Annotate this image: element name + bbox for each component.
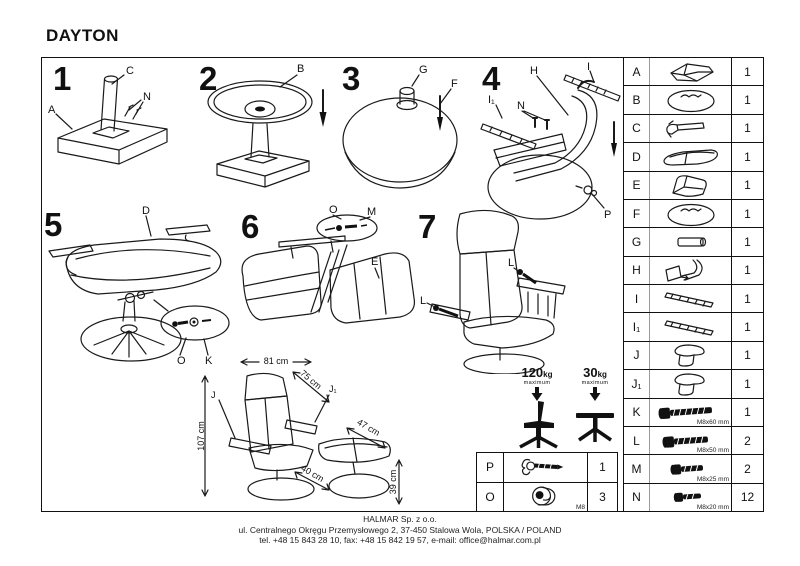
step-number: 3 [342,60,361,97]
step-6 [233,202,423,367]
dim-back: 75 cm [298,367,324,392]
step-4 [478,60,623,228]
part-label: A [48,104,56,116]
dim-stool-height: 39 cm [388,469,398,495]
part-label: O [329,204,338,216]
part-qty: 12 [740,490,755,505]
table-row [624,285,763,313]
part-qty: 1 [744,234,751,249]
bolt-size-label: M8x20 mm [696,504,729,511]
table-row [624,370,763,398]
part-label: O [177,355,186,367]
dim-stool-width: 47 cm [355,416,382,438]
part-label: C [126,65,134,77]
weight-unit: kg [543,370,553,379]
part-letter: A [624,58,650,85]
step-7 [416,206,576,374]
part-letter: F [624,200,650,227]
arrow-down-icon [589,387,601,401]
part-label: F [451,78,458,90]
dimension-drawing [195,350,410,512]
armrest-pad-icon [650,342,732,369]
round-cover-icon [650,200,732,227]
part-label: B [297,63,305,75]
step-1 [45,60,180,195]
part-qty: 1 [744,93,751,108]
parts-list-table [623,57,764,512]
part-letter: I₁ [624,313,650,340]
armrest-pad-icon [650,370,732,397]
part-qty: 1 [744,348,751,363]
lock-nut-icon [504,483,588,512]
table-row [624,455,763,483]
backrest-cushion-icon [650,172,732,199]
part-letter: G [624,228,650,255]
part-letter: N [624,484,650,511]
table-row [624,257,763,285]
metal-bar-icon [650,313,732,340]
dim-width: 81 cm [263,356,289,366]
part-letter: E [624,172,650,199]
bolt-size-label: M8x50 mm [696,447,729,455]
step-7-illustration [416,206,576,374]
part-letter: J [624,342,650,369]
part-qty: 1 [599,460,606,475]
chair-weight-limit [514,366,560,449]
table-row [624,58,763,86]
chair-silhouette-icon [514,401,560,449]
page-title: DAYTON [46,26,119,45]
footer-contact: tel. +48 15 843 28 10, fax: +48 15 842 19 57, e-mail: office@halmar.com.pl [259,535,541,545]
seat-cushion-icon [650,143,732,170]
step-6-illustration [233,202,423,367]
part-letter: M [624,455,650,482]
part-qty: 1 [744,263,751,278]
part-qty: 3 [599,489,606,504]
round-cover-icon [650,86,732,113]
part-label: G [419,64,428,76]
table-row [624,427,763,455]
metal-bar-icon [650,285,732,312]
part-qty: 1 [744,320,751,335]
table-row [624,143,763,171]
part-letter: L [624,427,650,454]
part-letter: I [624,285,650,312]
dim-stool-depth: 40 cm [299,462,326,484]
part-qty: 1 [744,121,751,136]
table-row [477,453,617,483]
step-2 [193,60,333,195]
bolt-m8x50-icon [650,427,732,454]
thread-size-label: M8 [575,504,585,511]
stool-weight-limit [574,366,616,449]
part-qty: 1 [744,178,751,193]
curved-frame-icon [650,257,732,284]
part-label: P [604,209,612,221]
table-row [624,228,763,256]
part-label: L [420,295,427,307]
table-row [624,399,763,427]
weight-limits [500,366,630,449]
table-row [477,483,617,512]
part-qty: 1 [744,405,751,420]
po-parts-table [476,452,618,512]
table-row [624,200,763,228]
part-label: N [143,91,151,103]
part-qty: 2 [744,461,751,476]
weight-unit: kg [597,370,607,379]
step-number: 5 [44,206,63,243]
arrow-down-icon [531,387,543,401]
footer-address: ul. Centralnego Okręgu Przemysłowego 2, 37-450 Stalowa Wola, POLSKA / POLAND [238,524,562,535]
footer-company: HALMAR Sp. z o.o. [363,514,437,524]
bolt-size-label: M8x25 mm [696,475,729,483]
bolt-m8x25-icon [650,455,732,482]
table-row [624,484,763,511]
spacer-tube-icon [650,228,732,255]
part-label: D [142,205,150,217]
table-row [624,342,763,370]
part-qty: 1 [744,64,751,79]
maximum-caption: maximum [581,380,609,386]
part-label: I₁ [488,94,495,106]
part-letter: P [477,453,504,482]
part-label: L [508,257,515,269]
stool-silhouette-icon [574,401,616,443]
step-number: 2 [199,60,218,97]
bolt-m8x60-icon [650,399,732,426]
bolt-m8x20-icon [650,484,732,511]
manufacturer-footer [0,514,800,546]
part-letter: C [624,115,650,142]
part-qty: 1 [744,376,751,391]
part-label: J [211,390,216,400]
table-row [624,115,763,143]
part-label: N [517,100,525,112]
part-letter: B [624,86,650,113]
step-5-illustration [38,202,238,367]
knob-bolt-icon [504,453,588,482]
dim-height: 107 cm [196,421,206,451]
part-qty: 1 [744,149,751,164]
step-3 [337,60,472,200]
seat-base-pad-icon [650,58,732,85]
part-letter: O [477,483,504,512]
step-number: 7 [418,208,437,245]
part-letter: K [624,399,650,426]
stool-max-weight: 30 [583,365,598,380]
part-letter: H [624,257,650,284]
table-row [624,86,763,114]
part-label: E [371,256,379,268]
part-letter: D [624,143,650,170]
step-number: 1 [53,60,72,97]
part-label: M [367,206,377,218]
maximum-caption: maximum [523,380,551,386]
step-number: 6 [241,208,260,245]
part-label: J₁ [329,384,337,394]
step-5 [38,202,238,367]
part-letter: J₁ [624,370,650,397]
table-row [624,313,763,341]
table-row [624,172,763,200]
part-label: K [205,355,213,367]
part-label: H [530,65,538,77]
part-qty: 2 [744,433,751,448]
bolt-size-label: M8x60 mm [696,418,729,426]
part-qty: 1 [744,206,751,221]
part-qty: 1 [744,291,751,306]
pivot-bracket-icon [650,115,732,142]
part-label: I [587,61,591,73]
chair-max-weight: 120 [521,365,544,380]
step-number: 4 [482,60,501,97]
